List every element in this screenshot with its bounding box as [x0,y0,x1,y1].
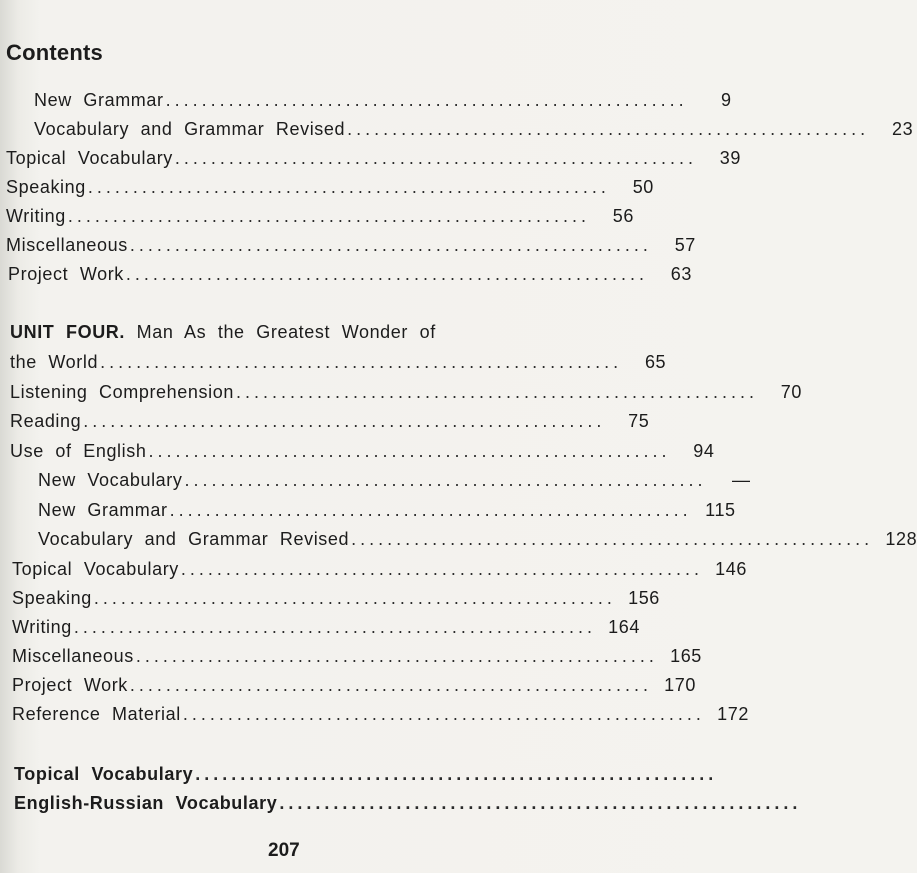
toc-entry-page: 146 [715,559,747,579]
toc-entry [10,439,715,465]
toc-entry [38,527,917,553]
toc-entry-title: Topical Vocabulary [6,148,173,168]
toc-entry [6,175,654,201]
toc-entry-page: — [731,470,751,490]
leader-dots: .......................................................... [279,793,802,813]
toc-entry-title: New Grammar [34,90,164,110]
toc-entry [8,262,692,288]
toc-entry-title: Vocabulary and Grammar Revised [34,119,346,139]
leader-dots: .......................................................... [195,764,718,784]
toc-entry [6,204,634,230]
leader-dots: .......................................................... [129,675,652,695]
toc-entry [12,644,702,670]
leader-dots: .......................................................... [87,177,610,197]
leader-dots: .......................................................... [182,704,705,724]
toc-entry [10,380,802,406]
toc-entry [14,762,718,788]
toc-entry [6,233,696,259]
toc-entry-title: Vocabulary and Grammar Revised [38,529,350,549]
toc-entry-page: 23 [891,119,914,139]
leader-dots: .......................................................... [174,148,697,168]
toc-entry [14,791,802,817]
toc-entry-page: 128 [885,529,917,549]
toc-entry [6,146,741,172]
toc-entry-title: Miscellaneous [12,646,134,666]
toc-entry-title: Reference Material [12,704,181,724]
leader-dots: .......................................................... [347,119,870,139]
unit-label: UNIT FOUR. [10,322,125,342]
toc-entry-title: Writing [12,617,72,637]
leader-dots: .......................................................... [93,588,616,608]
unit-title-line1: Man As the Greatest Wonder of [136,322,436,342]
toc-entry [38,498,736,524]
toc-entry-page: 39 [719,148,741,168]
leader-dots: .......................................................... [148,441,671,461]
leader-dots: .......................................................... [129,235,652,255]
toc-entry-title: Reading [10,411,82,431]
toc-entry-page: 75 [628,411,650,431]
leader-dots: .......................................................... [180,559,703,579]
toc-entry [34,117,914,143]
leader-dots: .......................................................... [67,206,590,226]
toc-entry-page: 57 [674,235,696,255]
toc-entry-page: 65 [644,352,667,372]
toc-entry-page: 115 [705,500,736,520]
toc-entry-title: Writing [6,206,66,226]
toc-entry-page: 164 [608,617,640,637]
toc-entry [34,88,732,114]
toc-entry [12,673,696,699]
toc-entry [38,468,751,494]
toc-entry-title: Speaking [6,177,86,197]
toc-entry [10,350,667,376]
leader-dots: .......................................................... [184,470,707,490]
toc-entry-page: 63 [670,264,692,284]
leader-dots: .......................................................... [351,529,874,549]
toc-entry-title: Listening Comprehension [10,382,234,402]
leader-dots: .......................................................... [169,500,692,520]
page-number: 207 [268,840,300,861]
toc-entry-page: 56 [612,206,634,226]
toc-entry-title: New Vocabulary [38,470,183,490]
toc-entry-page: 156 [628,588,660,608]
toc-entry-page: 9 [721,90,732,110]
toc-entry-title: Miscellaneous [6,235,128,255]
toc-entry-title: Topical Vocabulary [14,764,194,784]
toc-entry-page: 94 [693,441,715,461]
toc-entry [12,702,749,728]
toc-entry-page: 170 [664,675,696,695]
toc-entry-page: 50 [632,177,654,197]
toc-entry-title: Use of English [10,441,147,461]
leader-dots: .......................................................... [83,411,606,431]
toc-entry-title: Project Work [8,264,124,284]
unit-title-line2: the World [10,352,99,372]
toc-entry-page: 172 [717,704,749,724]
toc-entry-page: 165 [670,646,702,666]
toc-entry [12,586,660,612]
toc-entry-title: English-Russian Vocabulary [14,793,278,813]
toc-entry-title: Speaking [12,588,92,608]
leader-dots: .......................................................... [73,617,596,637]
contents-heading: Contents [6,40,103,65]
toc-entry [12,615,640,641]
leader-dots: .......................................................... [235,382,758,402]
leader-dots: .......................................................... [125,264,648,284]
toc-entry [10,409,650,435]
leader-dots: .......................................................... [100,352,623,372]
unit-heading [10,320,436,344]
leader-dots: .......................................................... [165,90,688,110]
toc-entry-page: 70 [780,382,802,402]
toc-entry-title: Project Work [12,675,128,695]
leader-dots: .......................................................... [135,646,658,666]
toc-entry [12,557,747,583]
toc-entry-title: Topical Vocabulary [12,559,179,579]
toc-entry-title: New Grammar [38,500,168,520]
